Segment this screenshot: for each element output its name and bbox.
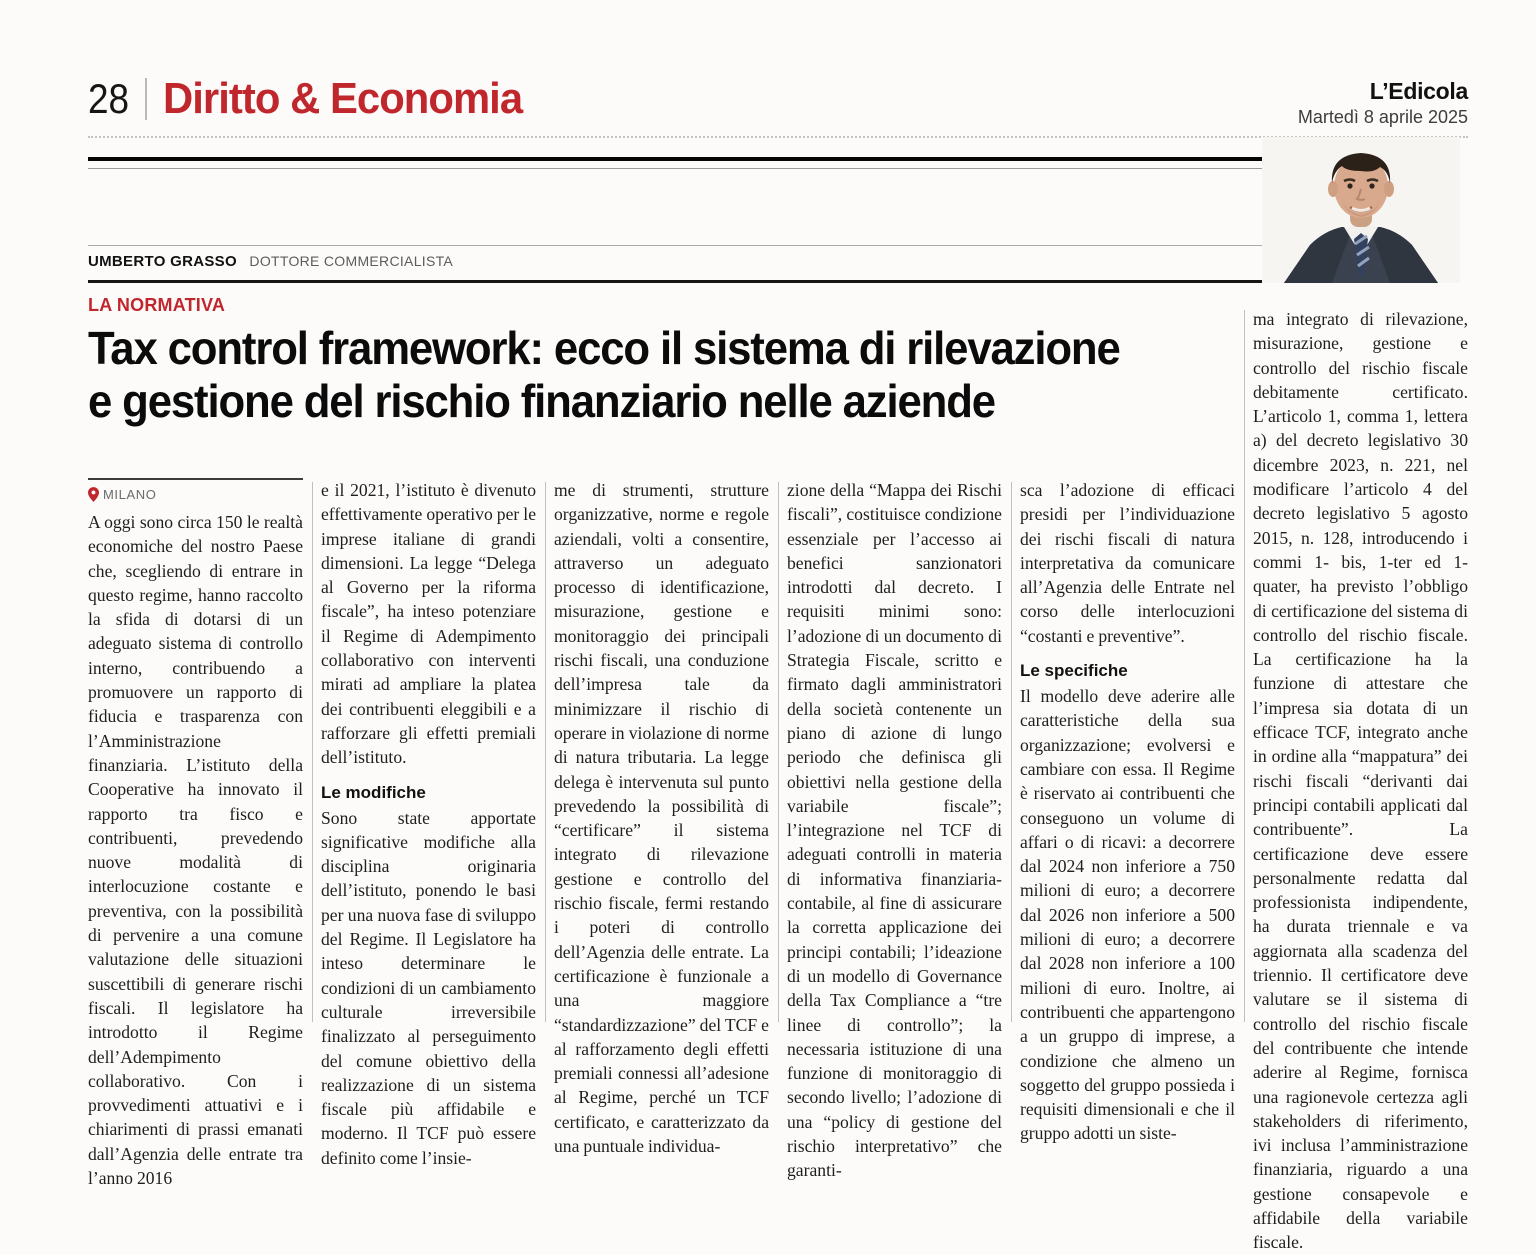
headline-line-1: Tax control framework: ecco il sistema di rilevazione (88, 322, 1120, 374)
section-title: Diritto & Economia (162, 74, 522, 123)
masthead: L’Edicola (1369, 78, 1468, 104)
article-paragraph: ma integrato di rilevazione, misurazione, gestione e controllo del rischio fiscale debitamente certificato. L’articolo 1, comma 1, lettera a) del decreto legislativo 30 dicembre 2023, n. 221, nel modificare l’articolo 4 del decreto legislativo 5 agosto 2015, n. 128, introducendo i commi 1- bis, 1-ter ed 1-quater, ha previsto l’obbligo di certificazione del sistema di controllo del rischio fiscale. La certificazione ha la funzione di attestare che l’impresa sia dotata di un efficace TCF, integrato anche in ordine alla “mappatura” dei rischi fiscali “derivanti dai principi contabili applicati dal contribuente”. La certificazione deve essere personalmente redatta dal professionista indipendente, ha durata triennale e va aggiornata alla scadenza del triennio. Il certificatore deve valutare se il sistema di controllo del rischio fiscale del contribuente che intende aderire al Regime, fornisca una ragionevole certezza agli stakeholders di riferimento, ivi inclusa l’amministrazione finanziaria, riguardo a una gestione consapevole e affidabile della variabile fiscale. (1253, 309, 1468, 1253)
article-column-2 (321, 478, 536, 1190)
article-column-3 (554, 478, 769, 1190)
article-paragraph: me di strumenti, strutture organizzative, norme e regole aziendali, volti a consentire, attraverso un adeguato processo di identificazione, misurazione, gestione e monitoraggio dei principali rischi fiscali, una conduzione dell’impresa tale da minimizzare il rischio di operare in violazione di norme di natura tributaria. La legge delega è intervenuta sul punto prevedendo la possibilità di “certificare” il sistema integrato di rilevazione gestione e controllo del rischio fiscale, fermi restando i poteri di controllo dell’Agenzia delle entrate. La certificazione è funzionale a una maggiore “standardizzazione” del TCF e al rafforzamento degli effetti premiali connessi all’adesione al Regime, perché un TCF certificato, e caratterizzato da una puntuale individua- (554, 480, 769, 1157)
article-paragraph: Sono state apportate significative modifiche alla disciplina originaria dell’istituto, ponendo le basi per una nuova fase di sviluppo del Regime. Il Legislatore ha inteso determinare le condizioni di un cambiamento culturale irreversibile finalizzato al perseguimento del comune obiettivo della realizzazione di un sistema fiscale più affidabile e moderno. Il TCF può essere definito come l’insie- (321, 807, 536, 1168)
article-column-5 (1020, 478, 1235, 1190)
author-photo (1262, 137, 1460, 283)
masthead-block (1298, 76, 1468, 128)
headline-line-2: e gestione del rischio finanziario nelle aziende (88, 375, 995, 427)
article-paragraph: A oggi sono circa 150 le realtà economiche del nostro Paese che, scegliendo di entrare in questo regime, hanno raccolto la sfida di dotarsi di un adeguato sistema di controllo interno, contribuendo a promuovere un rapporto di fiducia e trasparenza con l’Amministrazione finanziaria. L’istituto della Cooperative ha innovato il rapporto tra fisco e contribuenti, prevedendo nuove modalità di interlocuzione costante e preventiva, con la possibilità di pervenire a una comune valutazione delle situazioni suscettibili di generare rischi fiscali. Il legislatore ha introdotto il Regime dell’Adempimento collaborativo. Con i provvedimenti attuativi e i chiarimenti di prassi emanati dall’Agenzia delle entrate tra l’anno 2016 (88, 512, 303, 1189)
page-header (88, 76, 1468, 128)
location-pin-icon (88, 487, 99, 502)
article-paragraph: zione della “Mappa dei Rischi fiscali”, costituisce condizione essenziale per l’accesso ai benefici sanzionatori introdotti dal decreto. I requisiti minimi sono: l’adozione di un documento di Strategia Fiscale, scritto e firmato dagli amministratori della società contenente un piano di azione di lungo periodo che definisca gli obiettivi nella gestione della variabile fiscale”; l’integrazione nel TCF di adeguati controlli in materia di informativa finanziaria-contabile, al fine di assicurare la corretta applicazione dei principi contabili; l’ideazione di un modello di Governance della Tax Compliance a “tre linee di controllo”; la necessaria istituzione di una funzione di monitoraggio di secondo livello; l’adozione di una “policy di gestione del rischio interpretativo” che garanti- (787, 480, 1002, 1181)
article-paragraph: Il modello deve aderire alle caratteristiche della sua organizzazione; evolversi e cambiare con essa. Il Regime è riservato ai contribuenti che conseguono un volume di affari o di ricavi: a decorrere dal 2024 non inferiore a 750 milioni di euro; a decorrere dal 2026 non inferiore a 500 milioni di euro; a decorrere dal 2028 non inferiore a 100 milioni di euro. Inoltre, ai contribuenti che appartengono a un gruppo di imprese, a condizione che almeno un soggetto del gruppo possieda i requisiti dimensionali e che il gruppo adotti un siste- (1020, 686, 1235, 1144)
dateline-label: MILANO (103, 487, 157, 502)
article-subhead: Le modifiche (321, 782, 426, 802)
dotted-rule (88, 136, 1468, 138)
header-divider (145, 78, 147, 120)
page-number: 28 (88, 75, 130, 122)
thick-rule (88, 157, 1447, 161)
byline-top-rule (88, 245, 1447, 246)
byline (88, 253, 453, 270)
article-paragraph: e il 2021, l’istituto è divenuto effettivamente operativo per le imprese italiane di grandi dimensioni. La legge “Delega al Governo per la riforma fiscale”, ha inteso potenziare il Regime di Adempimento collaborativo con interventi mirati ad ampliare la platea dei contribuenti eleggibili e a rafforzare gli effetti premiali dell’istituto. (321, 480, 536, 768)
article-column-6 (1253, 307, 1468, 1255)
article-column-4 (787, 478, 1002, 1190)
article-subhead: Le specifiche (1020, 661, 1128, 681)
byline-bottom-rule (88, 280, 1447, 283)
dateline-rule (88, 478, 303, 480)
author-role: DOTTORE COMMERCIALISTA (249, 253, 454, 269)
dateline (88, 487, 303, 502)
article-column-1 (88, 478, 303, 1190)
article-kicker: LA NORMATIVA (88, 295, 226, 315)
author-name: UMBERTO GRASSO (88, 253, 237, 270)
article-headline (88, 322, 1266, 428)
article-paragraph: sca l’adozione di efficaci presidi per l’individuazione dei rischi fiscali di natura interpretativa da comunicare all’Agenzia delle Entrate nel corso delle interlocuzioni “costanti e preventive”. (1020, 480, 1235, 646)
issue-date: Martedì 8 aprile 2025 (1297, 107, 1468, 127)
article-columns (88, 478, 1236, 1190)
thin-rule (88, 168, 1447, 169)
column-separator (1244, 310, 1245, 1022)
